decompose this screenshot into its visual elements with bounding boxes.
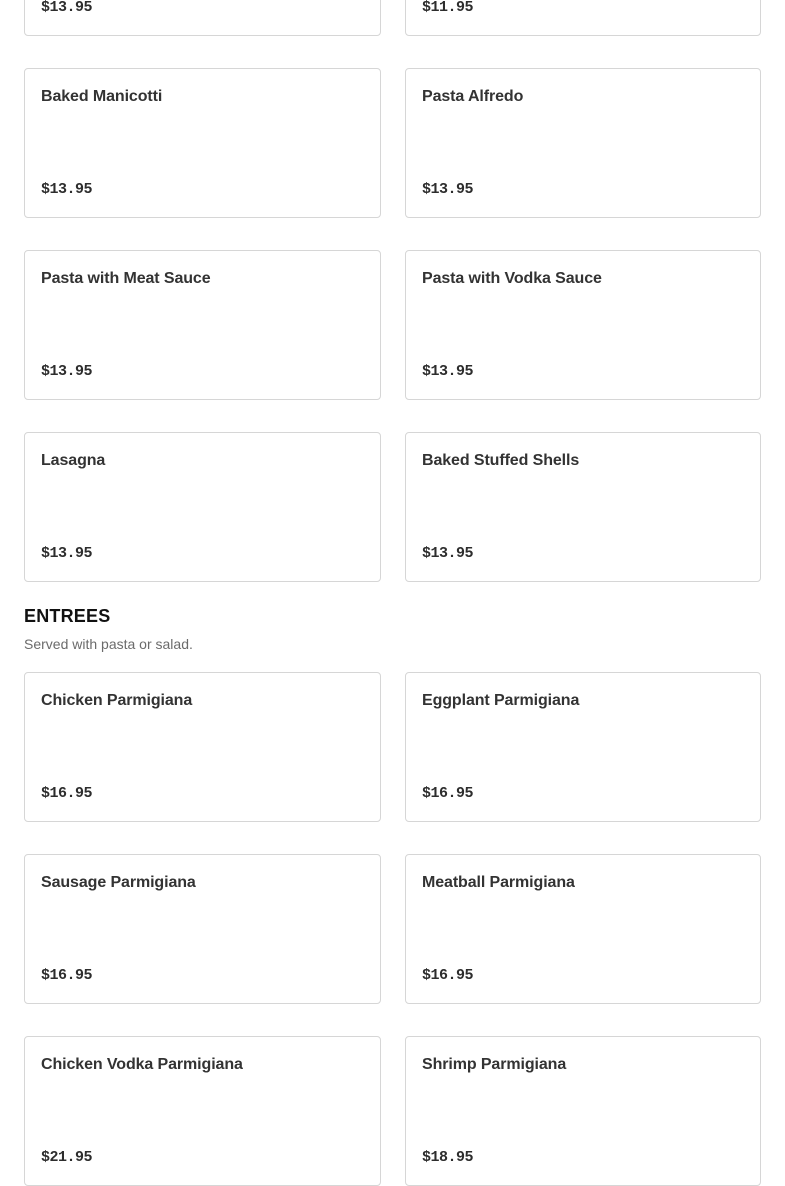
- menu-item-name: Sausage Parmigiana: [41, 874, 196, 891]
- menu-item-name: Baked Manicotti: [41, 88, 163, 105]
- menu-item-card[interactable]: [24, 250, 381, 400]
- menu-item-card[interactable]: [24, 672, 381, 822]
- menu-item-price: $16.95: [422, 785, 474, 802]
- menu-item-name: Pasta with Meat Sauce: [41, 270, 211, 287]
- menu-item-card[interactable]: [405, 854, 761, 1004]
- menu-item-card[interactable]: [24, 68, 381, 218]
- menu-item-card[interactable]: [405, 68, 761, 218]
- menu-item-price: $16.95: [41, 785, 93, 802]
- menu-item-card[interactable]: [405, 1036, 761, 1186]
- menu-item-price: $18.95: [422, 1149, 474, 1166]
- menu-item-name: Pasta Alfredo: [422, 88, 524, 105]
- menu-item-name: Meatball Parmigiana: [422, 874, 575, 891]
- menu-item-name: Chicken Parmigiana: [41, 692, 193, 709]
- menu-item-price: $13.95: [41, 363, 93, 380]
- menu-item-card[interactable]: [24, 0, 381, 36]
- menu-item-price: $13.95: [422, 181, 474, 198]
- menu-item-price: $21.95: [41, 1149, 93, 1166]
- menu-item-price: $16.95: [422, 967, 474, 984]
- menu-item-price: $13.95: [41, 181, 93, 198]
- menu-item-name: Pasta with Vodka Sauce: [422, 270, 602, 287]
- section-description: Served with pasta or salad.: [24, 636, 193, 652]
- menu-item-price: $13.95: [422, 545, 474, 562]
- menu-item-name: Shrimp Parmigiana: [422, 1056, 567, 1073]
- menu-item-card[interactable]: [405, 0, 761, 36]
- menu-item-name: Eggplant Parmigiana: [422, 692, 580, 709]
- menu-item-card[interactable]: [24, 854, 381, 1004]
- menu-item-card[interactable]: [405, 432, 761, 582]
- menu-item-card[interactable]: [405, 250, 761, 400]
- menu-item-card[interactable]: [24, 1036, 381, 1186]
- menu-item-price: $13.95: [422, 363, 474, 380]
- menu-item-price: $16.95: [41, 967, 93, 984]
- menu-item-price: $11.95: [422, 0, 474, 16]
- menu-item-name: Baked Stuffed Shells: [422, 452, 580, 469]
- menu-item-card[interactable]: [24, 432, 381, 582]
- menu-item-name: Lasagna: [41, 452, 106, 469]
- menu-item-price: $13.95: [41, 545, 93, 562]
- section-title: ENTREES: [24, 606, 111, 626]
- menu-item-card[interactable]: [405, 672, 761, 822]
- menu-item-price: $13.95: [41, 0, 93, 16]
- menu-item-name: Chicken Vodka Parmigiana: [41, 1056, 243, 1073]
